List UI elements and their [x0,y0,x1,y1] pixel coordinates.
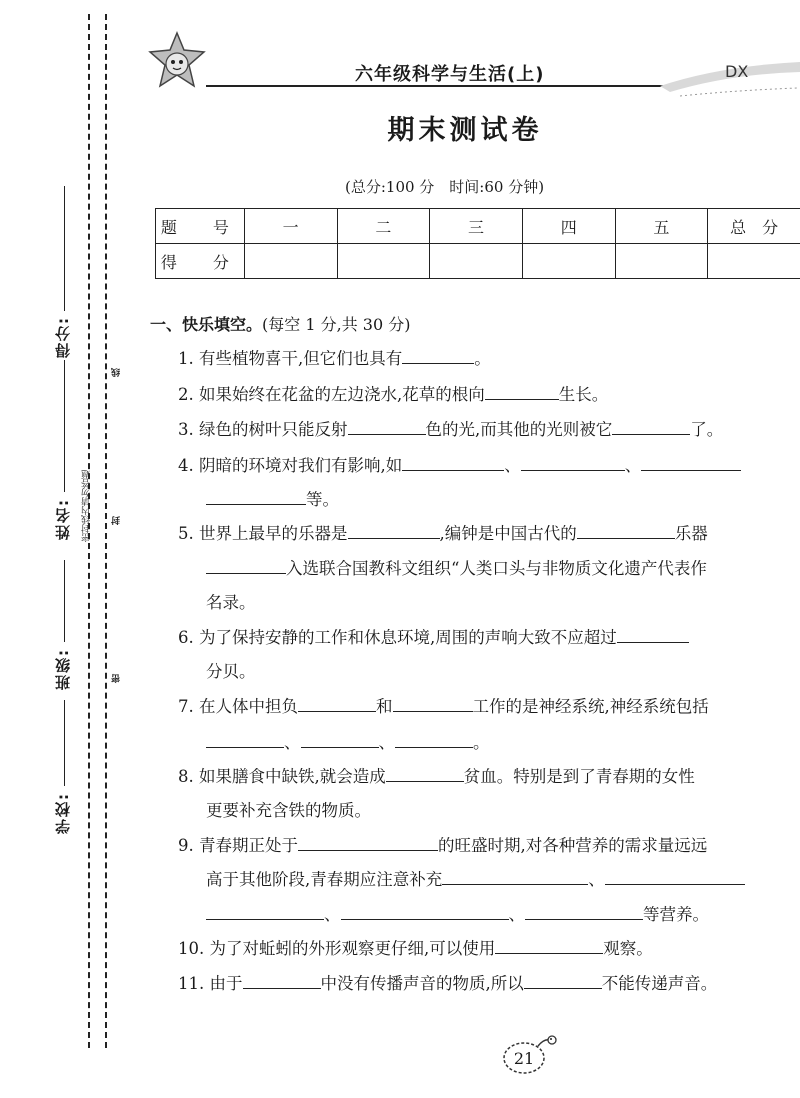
score-cell-total[interactable] [708,244,800,279]
question-1 [178,345,491,369]
question-text: 阴暗的环境对我们有影响,如 [199,456,403,475]
question-text: 入选联合国教科文组织“人类口头与非物质文化遗产代表作 [286,559,707,578]
answer-blank[interactable] [386,767,464,782]
book-title: 六年级科学与生活(上) [355,64,545,85]
binding-margin [0,0,130,1098]
question-text: 有些植物喜干,但它们也具有 [199,349,403,368]
question-5-cont2 [206,589,256,613]
question-text: 更要补充含铁的物质。 [206,801,371,820]
exam-title: 期末测试卷 [387,115,543,146]
question-text: 、 [324,905,341,924]
score-table-score-row [156,244,800,279]
question-3 [178,416,723,440]
answer-blank[interactable] [521,456,625,471]
question-text: 为了对蚯蚓的外形观察更仔细,可以使用 [209,939,496,958]
question-number: 2. [178,385,194,404]
answer-blank[interactable] [395,733,473,748]
question-text: 等营养。 [643,905,709,924]
score-cell-5[interactable] [615,244,708,279]
answer-blank[interactable] [298,836,438,851]
question-2 [178,381,608,405]
score-field-label: 得分: [54,316,72,358]
score-cell-3[interactable] [430,244,523,279]
name-field-line[interactable] [64,360,65,492]
question-6 [178,624,689,648]
answer-blank[interactable] [348,420,426,435]
question-8 [178,763,695,787]
answer-blank[interactable] [524,974,602,989]
question-text: 青春期正处于 [199,836,298,855]
table-col-5: 五 [615,209,708,244]
table-col-4: 四 [522,209,615,244]
answer-blank[interactable] [206,490,306,505]
question-text: 中没有传播声音的物质,所以 [320,974,524,993]
question-text: 观察。 [603,939,653,958]
question-6-cont [206,658,256,682]
question-text: ,编钟是中国古代的 [439,524,577,543]
question-text: 。 [473,733,490,752]
school-field-line[interactable] [64,700,65,786]
question-11 [178,970,717,994]
section-heading [150,312,410,335]
answer-blank[interactable] [612,420,690,435]
table-col-total: 总 分 [708,209,800,244]
answer-blank[interactable] [206,905,324,920]
seal-mark-feng: 封 [112,516,122,525]
table-label-question-no: 题 号 [156,209,245,244]
table-col-2: 二 [337,209,430,244]
question-5 [178,520,708,544]
question-number: 10. [178,939,205,958]
question-text: 、 [284,733,301,752]
score-field-line[interactable] [64,186,65,311]
score-table-header-row [156,209,800,244]
question-text: 为了保持安静的工作和休息环境,周围的声响大致不应超过 [199,628,617,647]
answer-blank[interactable] [243,974,321,989]
question-number: 5. [178,524,194,543]
header-rule [206,85,676,87]
answer-blank[interactable] [206,559,286,574]
class-field-label: 班级: [54,648,72,690]
exam-meta: (总分:100 分 时间:60 分钟) [345,178,545,196]
seal-mark-xian: 线 [112,368,122,377]
question-text: 、 [504,456,521,475]
score-cell-1[interactable] [244,244,337,279]
answer-blank[interactable] [442,870,588,885]
question-10 [178,935,653,959]
answer-blank[interactable] [206,733,284,748]
answer-blank[interactable] [393,697,473,712]
question-text: 、 [508,905,525,924]
answer-blank[interactable] [402,349,474,364]
question-text: 工作的是神经系统,神经系统包括 [472,697,709,716]
answer-blank[interactable] [402,456,504,471]
question-4-cont [206,486,339,510]
question-text: 。 [474,349,491,368]
question-text: 如果膳食中缺铁,就会造成 [199,767,386,786]
answer-blank[interactable] [641,456,741,471]
name-field-label: 姓名: [54,498,72,540]
answer-blank[interactable] [341,905,509,920]
question-text: 如果始终在花盆的左边浇水,花草的根向 [199,385,485,404]
question-text: 分贝。 [206,662,256,681]
score-table [155,208,800,279]
question-number: 7. [178,697,194,716]
question-number: 8. [178,767,194,786]
answer-blank[interactable] [525,905,643,920]
question-text: 等。 [306,490,339,509]
answer-blank[interactable] [485,385,559,400]
question-text: 的旺盛时期,对各种营养的需求量远远 [438,836,708,855]
answer-blank[interactable] [495,939,603,954]
table-col-3: 三 [430,209,523,244]
question-text: 在人体中担负 [199,697,298,716]
question-text: 不能传递声音。 [601,974,718,993]
section-title: 一、快乐填空。 [150,315,263,334]
seal-instruction: 密封线内请勿答题 [82,470,92,542]
question-text: 和 [376,697,393,716]
page-number: 21 [513,1049,535,1068]
question-number: 6. [178,628,194,647]
question-text: 了。 [690,420,724,439]
question-text: 名录。 [206,593,256,612]
question-text: 色的光,而其他的光则被它 [425,420,613,439]
question-7-cont [206,729,490,753]
question-4 [178,452,741,476]
question-number: 9. [178,836,194,855]
question-9 [178,832,707,856]
question-text: 、 [624,456,642,475]
question-5-cont [206,555,707,579]
question-number: 4. [178,456,194,475]
question-text: 、 [378,733,395,752]
mascot-icon [146,30,208,92]
question-number: 1. [178,349,194,368]
edition-code: DX [725,62,749,81]
question-number: 11. [178,974,205,993]
table-col-1: 一 [244,209,337,244]
question-text: 乐器 [674,524,708,543]
score-cell-4[interactable] [522,244,615,279]
question-9-cont [206,866,745,890]
page-number-badge [494,1024,564,1082]
question-number: 3. [178,420,194,439]
seal-dashed-line-inner [105,14,107,1048]
question-text: 由于 [209,974,243,993]
answer-blank[interactable] [617,628,689,643]
answer-blank[interactable] [577,524,675,539]
seal-mark-mi: 密 [112,674,122,683]
question-9-cont2 [206,901,709,925]
class-field-line[interactable] [64,560,65,642]
answer-blank[interactable] [301,733,379,748]
table-label-score: 得 分 [156,244,245,279]
question-text: 世界上最早的乐器是 [199,524,348,543]
question-7 [178,693,709,717]
school-field-label: 学校: [54,792,72,834]
question-text: 高于其他阶段,青春期应注意补充 [206,870,443,889]
score-cell-2[interactable] [337,244,430,279]
answer-blank[interactable] [348,524,440,539]
answer-blank[interactable] [298,697,376,712]
question-text: 生长。 [558,385,609,404]
section-note: (每空 1 分,共 30 分) [262,315,411,334]
question-text: 、 [588,870,605,889]
question-8-cont [206,797,371,821]
answer-blank[interactable] [605,870,745,885]
question-text: 绿色的树叶只能反射 [199,420,348,439]
question-text: 贫血。特别是到了青春期的女性 [463,767,695,786]
